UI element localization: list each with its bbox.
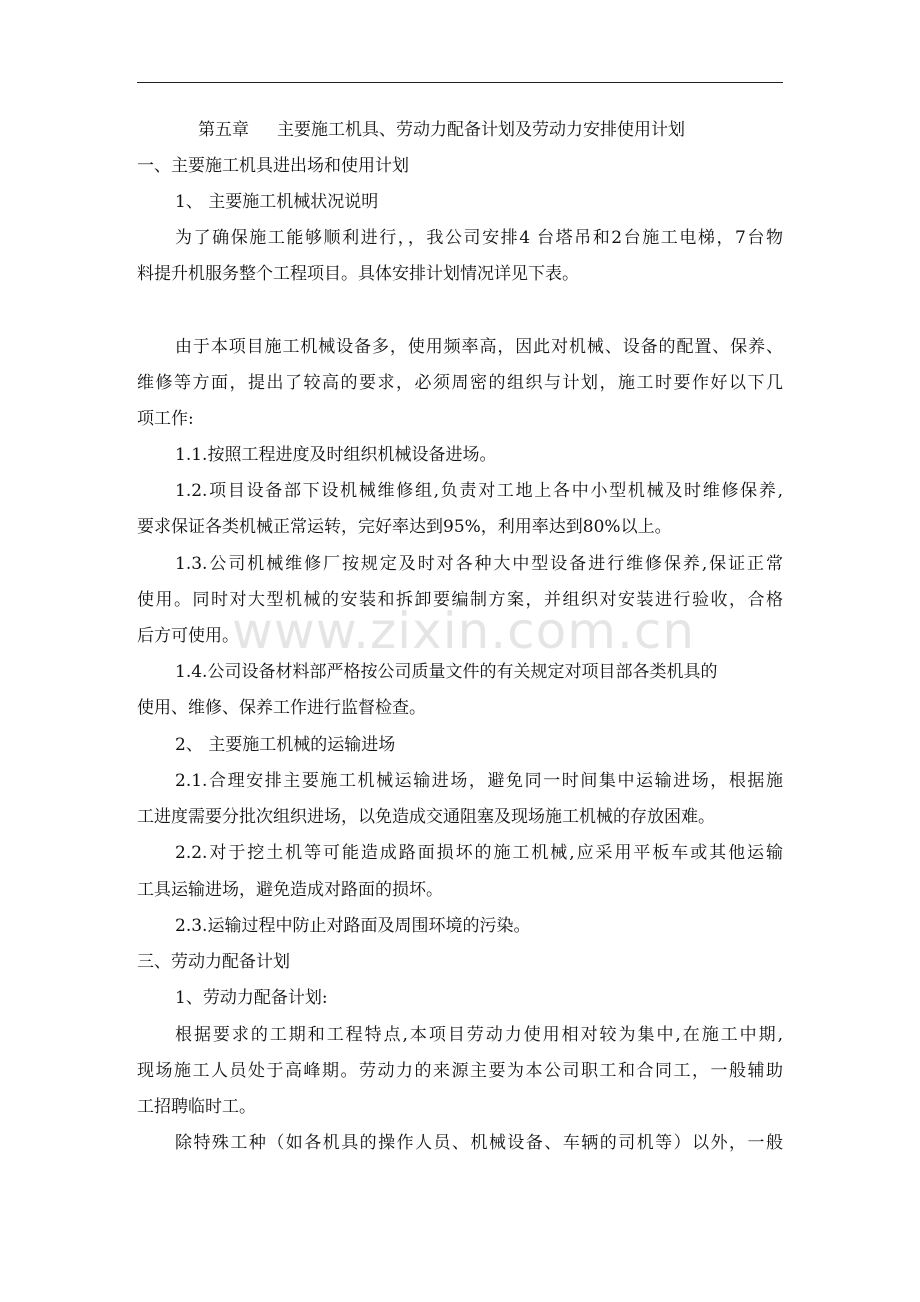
paragraph-line: 工招聘临时工。 [137,1097,256,1117]
chapter-number: 第五章 [198,120,249,140]
list-item: 1.3.公司机械维修厂按规定及时对各种大中型设备进行维修保养,保证正常 [175,554,783,574]
list-item: 1.4.公司设备材料部严格按公司质量文件的有关规定对项目部各类机具的 [175,662,718,682]
paragraph-line: 现场施工人员处于高峰期。劳动力的来源主要为本公司职工和合同工，一般辅助 [137,1061,783,1081]
paragraph-line: 维修等方面，提出了较高的要求，必须周密的组织与计划，施工时要作好以下几 [137,373,783,393]
paragraph-line: 为了确保施工能够顺利进行，，我公司安排4 台塔吊和2台施工电梯，7台物 [175,228,783,248]
subsection-heading-1: 1、 主要施工机械状况说明 [175,192,379,212]
list-item: 2.1.合理安排主要施工机械运输进场，避免同一时间集中运输进场，根据施 [175,771,783,791]
chapter-title [198,119,685,141]
section-heading-3: 三、劳动力配备计划 [137,952,290,972]
paragraph-line: 项工作: [137,409,194,429]
header-rule [137,82,783,83]
chapter-title-text: 主要施工机具、劳动力配备计划及劳动力安排使用计划 [277,120,685,140]
list-item-continuation: 使用、维修、保养工作进行监督检查。 [137,698,426,718]
list-item-continuation: 后方可使用。 [137,626,239,646]
section-heading-1: 一、主要施工机具进出场和使用计划 [137,156,409,176]
list-item-continuation: 要求保证各类机械正常运转，完好率达到95%，利用率达到80%以上。 [137,517,672,537]
list-item: 1.2.项目设备部下设机械维修组,负责对工地上各中小型机械及时维修保养, [175,481,783,501]
paragraph-line: 由于本项目施工机械设备多，使用频率高，因此对机械、设备的配置、保养、 [175,337,783,357]
watermark: www.zixin.com.cn [232,602,696,660]
list-item-continuation: 工具运输进场，避免造成对路面的损坏。 [137,880,443,900]
paragraph-line: 除特殊工种（如各机具的操作人员、机械设备、车辆的司机等）以外，一般 [175,1133,783,1153]
paragraph-line: 根据要求的工期和工程特点,本项目劳动力使用相对较为集中,在施工中期, [175,1025,783,1045]
list-item: 1.1.按照工程进度及时组织机械设备进场。 [175,445,497,465]
subsection-heading-2: 2、 主要施工机械的运输进场 [175,735,396,755]
paragraph-line: 料提升机服务整个工程项目。具体安排计划情况详见下表。 [137,264,579,284]
list-item-continuation: 使用。同时对大型机械的安装和拆卸要编制方案，并组织对安装进行验收，合格 [137,590,783,610]
subsection-heading-3-1: 1、劳动力配备计划: [175,988,328,1008]
list-item: 2.3.运输过程中防止对路面及周围环境的污染。 [175,916,531,936]
list-item-continuation: 工进度需要分批次组织进场，以免造成交通阻塞及现场施工机械的存放困难。 [137,807,715,827]
list-item: 2.2.对于挖土机等可能造成路面损坏的施工机械,应采用平板车或其他运输 [175,843,783,863]
